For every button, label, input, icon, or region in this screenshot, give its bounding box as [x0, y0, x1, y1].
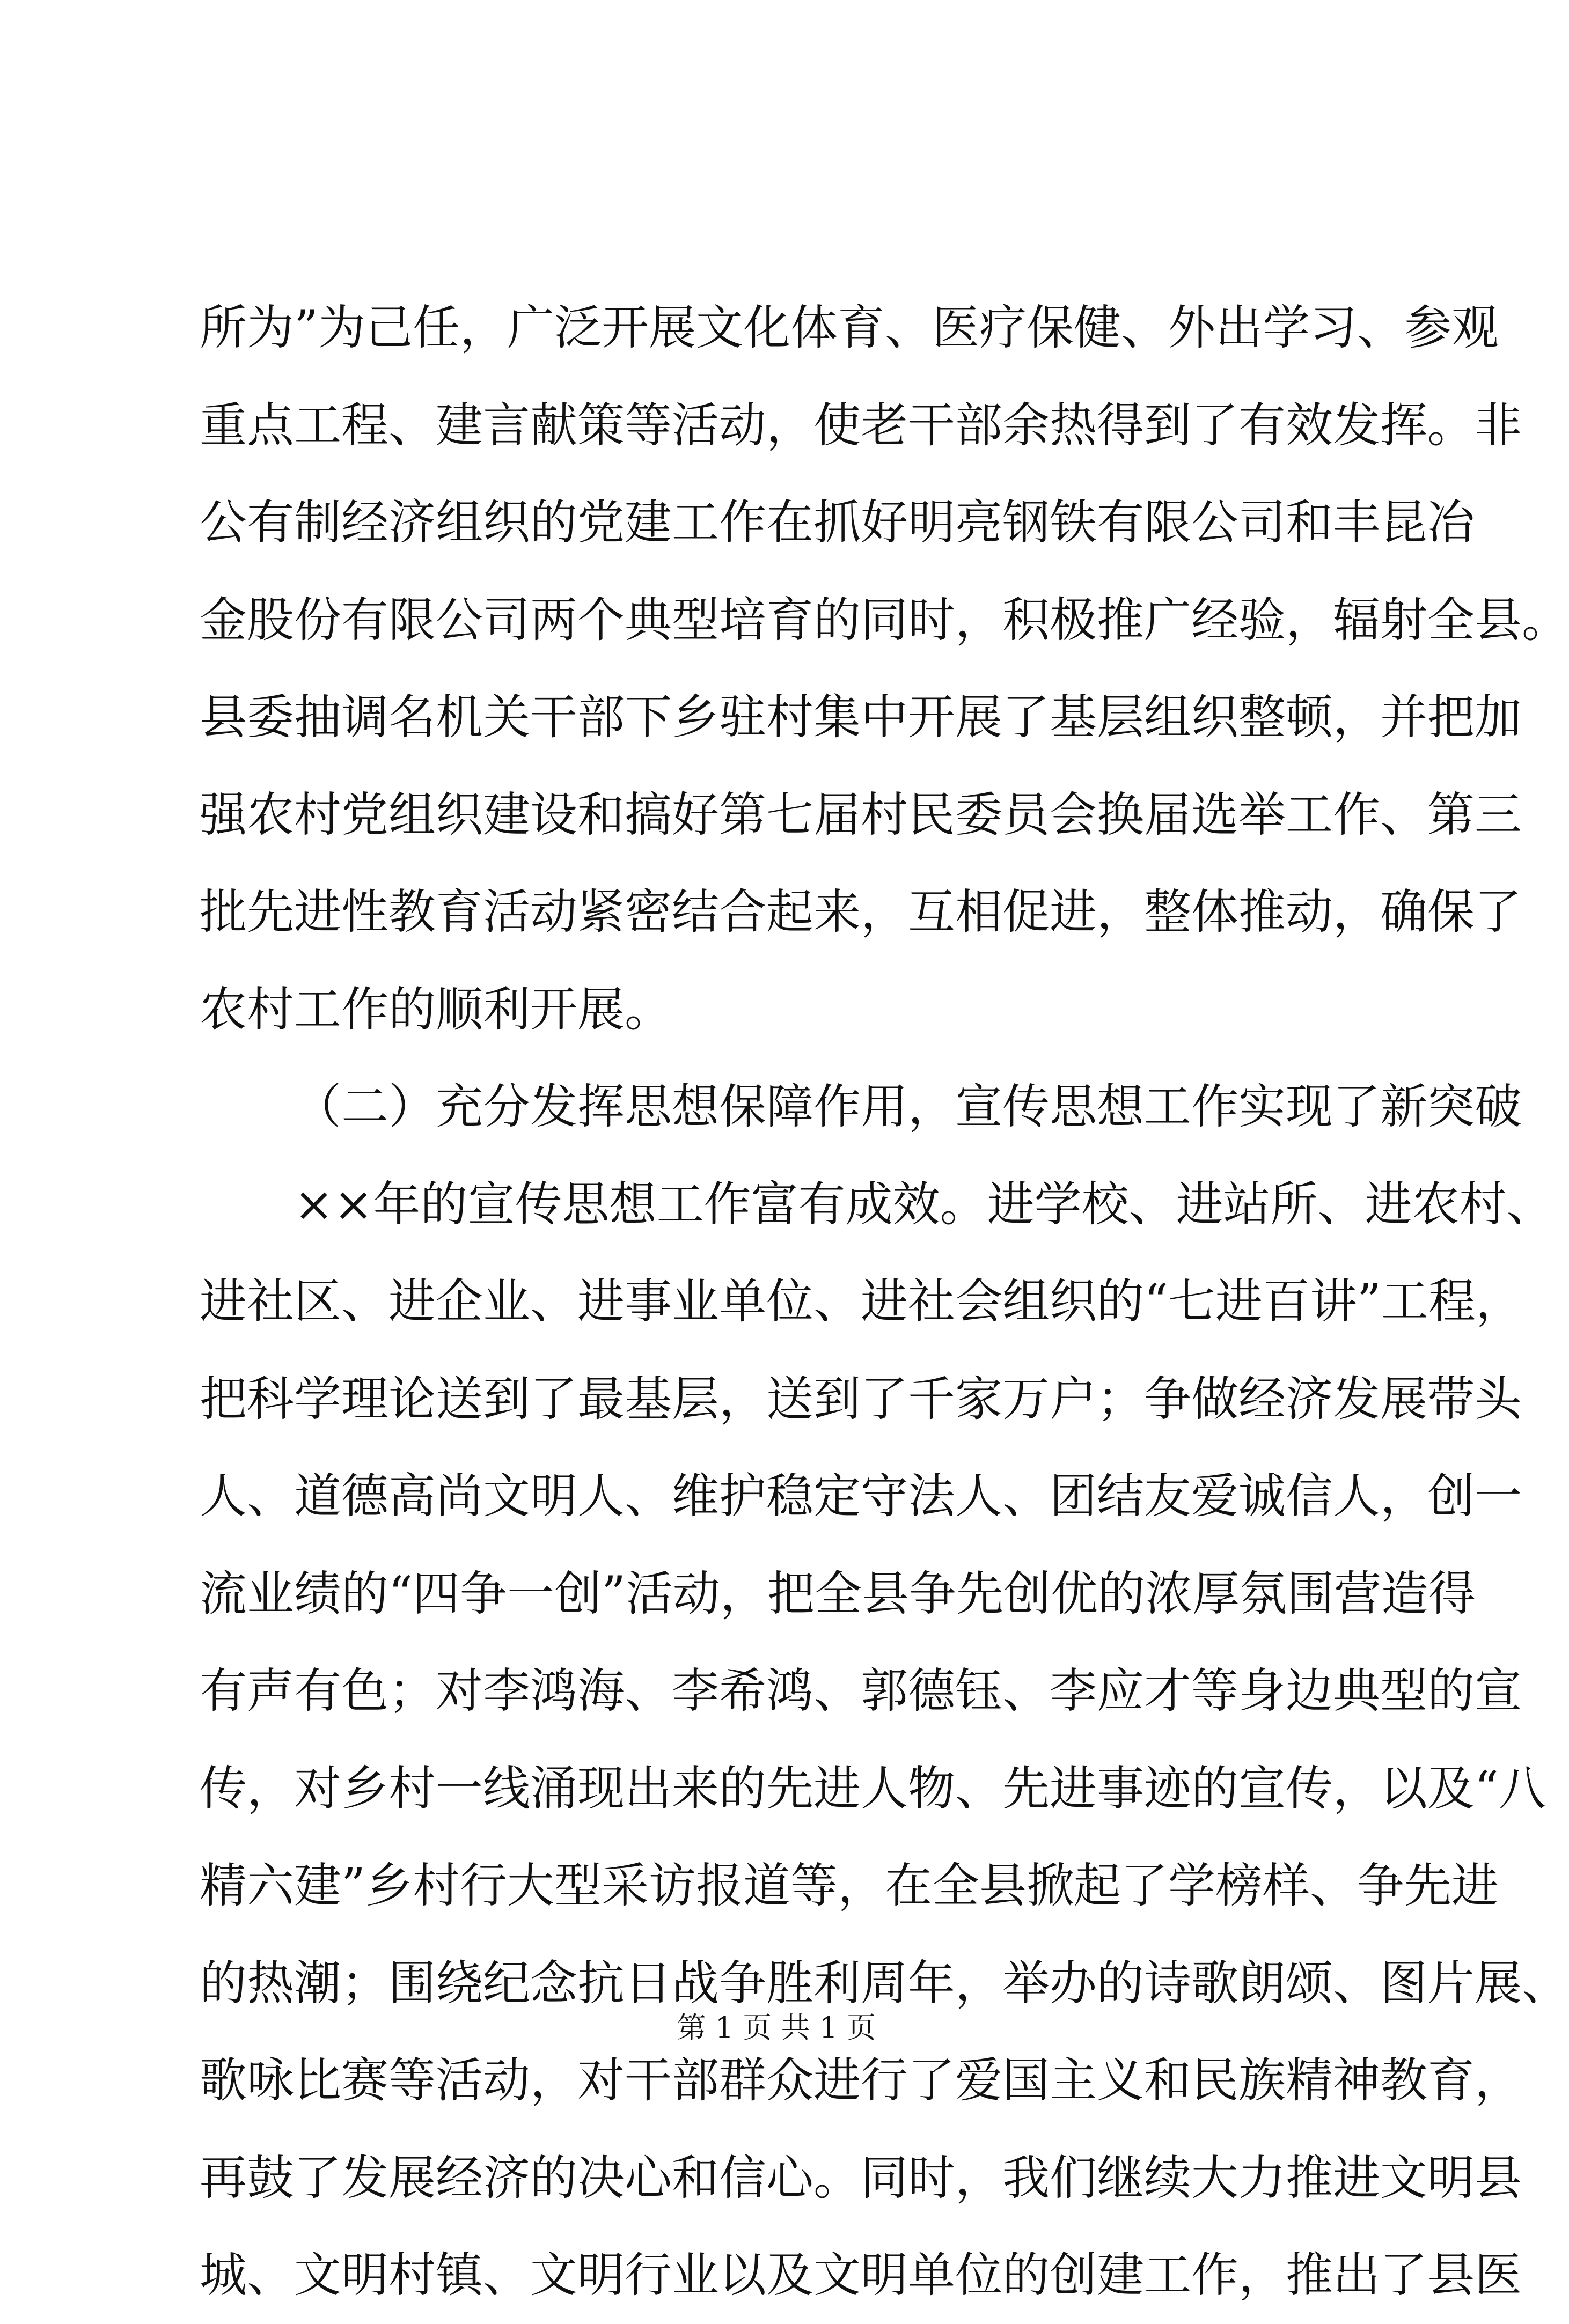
- text-line: 金股份有限公司两个典型培育的同时，积极推广经验，辐射全县。: [200, 592, 1569, 648]
- text-line: 强农村党组织建设和搞好第七届村民委员会换届选举工作、第三: [200, 786, 1522, 842]
- text-line: 进社区、进企业、进事业单位、进社会组织的“七进百讲”工程，: [200, 1274, 1523, 1329]
- page-footer: 第 1 页 共 1 页: [677, 2011, 876, 2044]
- text-line: 县委抽调名机关干部下乡驻村集中开展了基层组织整顿，并把加: [200, 689, 1522, 745]
- text-line: 批先进性教育活动紧密结合起来，互相促进，整体推动，确保了: [200, 884, 1522, 939]
- text-line: 的热潮；围绕纪念抗日战争胜利周年，举办的诗歌朗颂、图片展、: [200, 1955, 1569, 2011]
- text-line: 再鼓了发展经济的决心和信心。同时，我们继续大力推进文明县: [200, 2150, 1522, 2205]
- text-line: 精六建”乡村行大型采访报道等，在全县掀起了学榜样、争先进: [200, 1858, 1499, 1913]
- text-line: 传，对乡村一线涌现出来的先进人物、先进事迹的宣传，以及“八: [200, 1760, 1546, 1816]
- text-line: 重点工程、建言献策等活动，使老干部余热得到了有效发挥。非: [200, 397, 1522, 453]
- text-line: 城、文明村镇、文明行业以及文明单位的创建工作，推出了县医: [200, 2247, 1522, 2303]
- text-line: 农村工作的顺利开展。: [200, 981, 672, 1037]
- text-line: 公有制经济组织的党建工作在抓好明亮钢铁有限公司和丰昆冶: [200, 495, 1475, 550]
- text-line: 所为”为己任，广泛开展文化体育、医疗保健、外出学习、参观: [200, 300, 1499, 355]
- text-line: ××年的宣传思想工作富有成效。进学校、进站所、进农村、: [294, 1176, 1554, 1232]
- text-line: 人、道德高尚文明人、维护稳定守法人、团结友爱诚信人，创一: [200, 1468, 1522, 1524]
- text-line: 歌咏比赛等活动，对干部群众进行了爱国主义和民族精神教育，: [200, 2053, 1522, 2108]
- text-line: 有声有色；对李鸿海、李希鸿、郭德钰、李应才等身边典型的宣: [200, 1663, 1522, 1718]
- section-heading: （二）充分发挥思想保障作用，宣传思想工作实现了新突破: [294, 1079, 1522, 1134]
- text-line: 流业绩的“四争一创”活动，把全县争先创优的浓厚氛围营造得: [200, 1565, 1476, 1621]
- text-line: 把科学理论送到了最基层，送到了千家万户；争做经济发展带头: [200, 1371, 1522, 1426]
